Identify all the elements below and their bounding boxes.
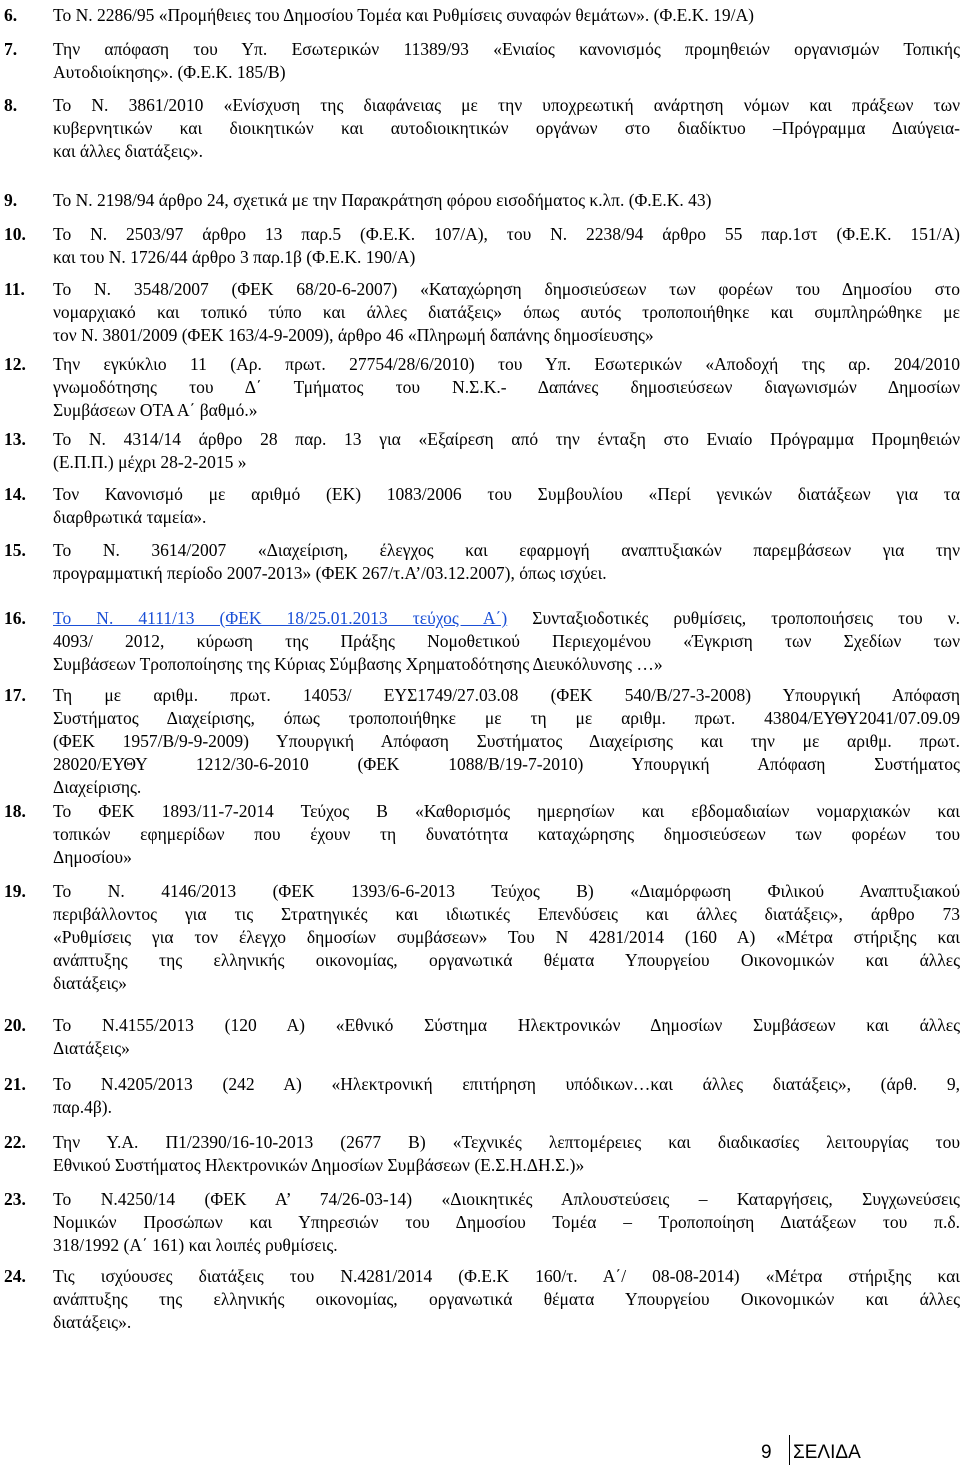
page-label: ΣΕΛΙΔΑ [793, 1442, 861, 1463]
item-text [53, 1131, 960, 1177]
item-text-line: Το ΦΕΚ 1893/11-7-2014 Τεύχος Β «Καθορισμός ημερησίων και εβδομαδιαίων νομαρχιακών και [53, 801, 960, 821]
item-text [53, 607, 960, 676]
item-text [53, 189, 960, 212]
item-text-line: «Ρυθμίσεις για τον έλεγχο δημοσίων συμβάσεων» Του Ν 4281/2014 (160 Α) «Μέτρα στήριξης και [53, 927, 960, 947]
item-text-line: Συστήματος Διαχείρισης, όπως τροποποιήθηκε με τη με αριθμ. πρωτ. 43804/ΕΥΘΥ2041/07.09.09 [53, 708, 960, 728]
item-text-line: και άλλες διατάξεις». [53, 141, 203, 161]
item-text [53, 1014, 960, 1060]
item-text-line: Την απόφαση του Υπ. Εσωτερικών 11389/93 «Ενιαίος κανονισμός προμηθειών οργανισμών Τοπικής [53, 39, 960, 59]
item-text [53, 353, 960, 422]
item-number: 15. [4, 540, 26, 560]
item-number: 13. [4, 429, 26, 449]
item-text-line: Το Ν. 4146/2013 (ΦΕΚ 1393/6-6-2013 Τεύχος Β) «Διαμόρφωση Φιλικού Αναπτυξιακού [53, 881, 960, 901]
item-number: 7. [4, 39, 18, 59]
item-text-line [53, 607, 960, 630]
item-text [53, 428, 960, 474]
item-text-line: Νομικών Προσώπων και Υπηρεσιών του Δημοσίου Τομέα – Τροποποίηση Διατάξεων του π.δ. [53, 1212, 960, 1232]
item-text-line: Το Ν. 2286/95 «Προμήθειες του Δημοσίου Τομέα και Ρυθμίσεις συναφών θεμάτων». (Φ.Ε.Κ. 19/Α) [53, 5, 754, 25]
item-text-line: παρ.4β). [53, 1097, 112, 1117]
item-text-line: 318/1992 (Α΄ 161) και λοιπές ρυθμίσεις. [53, 1235, 338, 1255]
item-text-line-rest: Συνταξιοδοτικές ρυθμίσεις, τροποποιήσεις του ν. [507, 608, 960, 628]
item-text-line: Συμβάσεων Τροποποίησης της Κύριας Σύμβασης Χρηματοδότησης Διευκόλυνσης …» [53, 654, 663, 674]
item-text-line: Εθνικού Συστήματος Ηλεκτρονικών Δημοσίων Συμβάσεων (Ε.Σ.Η.ΔΗ.Σ.)» [53, 1155, 585, 1175]
item-text-line: Το Ν. 4314/14 άρθρο 28 παρ. 13 για «Εξαίρεση από την ένταξη στο Ενιαίο Πρόγραμμα Προμηθειών [53, 429, 960, 449]
item-number: 24. [4, 1266, 26, 1286]
item-text-line: διαρθρωτικά ταμεία». [53, 507, 207, 527]
item-text-line: Διαχείρισης. [53, 777, 142, 797]
page-number: 9 [761, 1442, 772, 1463]
item-number: 21. [4, 1074, 26, 1094]
item-text-line: Το Ν.4250/14 (ΦΕΚ Α’ 74/26-03-14) «Διοικητικές Απλουστεύσεις – Καταργήσεις, Συγχωνεύσεις [53, 1189, 960, 1209]
footer-divider [789, 1435, 790, 1465]
item-text-line: Το Ν. 3548/2007 (ΦΕΚ 68/20-6-2007) «Καταχώρηση δημοσιεύσεων των φορέων του Δημοσίου στο [53, 279, 960, 299]
item-number: 8. [4, 95, 18, 115]
item-text-line: 4093/ 2012, κύρωση της Πράξης Νομοθετικού Περιεχομένου «Έγκριση των Σχεδίων των [53, 631, 960, 651]
item-text [53, 4, 960, 27]
item-text-line: Συμβάσεων ΟΤΑ Α΄ βαθμό.» [53, 400, 258, 420]
item-number: 22. [4, 1132, 26, 1152]
item-text-line: Τη με αριθμ. πρωτ. 14053/ ΕΥΣ1749/27.03.08 (ΦΕΚ 540/Β/27-3-2008) Υπουργική Απόφαση [53, 685, 960, 705]
item-number: 10. [4, 224, 26, 244]
item-text-line: Αυτοδιοίκησης». (Φ.Ε.Κ. 185/Β) [53, 62, 286, 82]
item-text [53, 684, 960, 799]
item-number: 12. [4, 354, 26, 374]
item-text [53, 880, 960, 995]
item-text-line: Το Ν. 3614/2007 «Διαχείριση, έλεγχος και εφαρμογή αναπτυξιακών παρεμβάσεων για την [53, 540, 960, 560]
item-text-line: γνωμοδότησης του Δ΄ Τμήματος του Ν.Σ.Κ.- Δαπάνες δημοσιεύσεων διαγωνισμών Δημοσίων [53, 377, 960, 397]
item-text-line: τον Ν. 3801/2009 (ΦΕΚ 163/4-9-2009), άρθρο 46 «Πληρωμή δαπάνης δημοσίευσης» [53, 325, 654, 345]
item-text [53, 483, 960, 529]
item-text [53, 539, 960, 585]
item-text-line: Τις ισχύουσες διατάξεις του Ν.4281/2014 (Φ.Ε.Κ 160/τ. Α΄/ 08-08-2014) «Μέτρα στήριξης και [53, 1266, 960, 1286]
item-text-line: Τον Κανονισμό με αριθμό (ΕΚ) 1083/2006 του Συμβουλίου «Περί γενικών διατάξεων για τα [53, 484, 960, 504]
law-link[interactable]: Το Ν. 4111/13 (ΦΕΚ 18/25.01.2013 τεύχος Α΄) [53, 608, 508, 628]
item-number: 16. [4, 608, 26, 628]
item-number: 6. [4, 5, 18, 25]
item-text [53, 1188, 960, 1257]
item-text-line: Δημοσίου» [53, 847, 132, 867]
item-text-line: Διατάξεις» [53, 1038, 130, 1058]
item-text-line: διατάξεις». [53, 1312, 132, 1332]
item-text-line: ανάπτυξης της ελληνικής οικονομίας, οργανωτικά θέματα Υπουργείου Οικονομικών και άλλες [53, 1289, 960, 1309]
item-text-line: περιβάλλοντος για τις Στρατηγικές και ιδιωτικές Επενδύσεις και άλλες διατάξεις», άρθρο 73 [53, 904, 960, 924]
item-text-line: νομαρχιακό και τοπικό τύπο και άλλες διατάξεις» όπως αυτός τροποποιήθηκε και συμπληρώθηκε με [53, 302, 960, 322]
item-text-line: και του Ν. 1726/44 άρθρο 3 παρ.1β (Φ.Ε.Κ. 190/Α) [53, 247, 416, 267]
item-number: 11. [4, 279, 25, 299]
item-text-line: Το Ν.4155/2013 (120 Α) «Εθνικό Σύστημα Ηλεκτρονικών Δημοσίων Συμβάσεων και άλλες [53, 1015, 960, 1035]
item-text [53, 278, 960, 347]
item-text [53, 800, 960, 869]
item-number: 20. [4, 1015, 26, 1035]
item-text-line: διατάξεις» [53, 973, 127, 993]
item-text-line: (Ε.Π.Π.) μέχρι 28-2-2015 » [53, 452, 247, 472]
item-text-line: Την Υ.Α. Π1/2390/16-10-2013 (2677 Β) «Τεχνικές λεπτομέρειες και διαδικασίες λειτουργίας του [53, 1132, 960, 1152]
item-text [53, 1265, 960, 1334]
item-text-line: Το Ν. 2503/97 άρθρο 13 παρ.5 (Φ.Ε.Κ. 107/Α), του Ν. 2238/94 άρθρο 55 παρ.1στ (Φ.Ε.Κ. 151/Α) [53, 224, 960, 244]
item-text-line: τοπικών εφημερίδων που έχουν τη δυνατότητα καταχώρησης δημοσιεύσεων των φορέων του [53, 824, 960, 844]
item-text-line: κυβερνητικών και διοικητικών και αυτοδιοικητικών οργάνων στο διαδίκτυο –Πρόγραμμα Διαύγεια- [53, 118, 960, 138]
item-number: 17. [4, 685, 26, 705]
item-number: 23. [4, 1189, 26, 1209]
item-text-line: ανάπτυξης της ελληνικής οικονομίας, οργανωτικά θέματα Υπουργείου Οικονομικών και άλλες [53, 950, 960, 970]
item-text-line: Το Ν. 3861/2010 «Ενίσχυση της διαφάνειας με την υποχρεωτική ανάρτηση νόμων και πράξεων των [53, 95, 960, 115]
item-text-line: 28020/ΕΥΘΥ 1212/30-6-2010 (ΦΕΚ 1088/Β/19-7-2010) Υπουργική Απόφαση Συστήματος [53, 754, 960, 774]
item-text [53, 1073, 960, 1119]
item-text-line: (ΦΕΚ 1957/Β/9-9-2009) Υπουργική Απόφαση Συστήματος Διαχείρισης και την με αριθμ. πρωτ. [53, 731, 960, 751]
item-number: 18. [4, 801, 26, 821]
item-number: 14. [4, 484, 26, 504]
item-text-line: Το Ν. 2198/94 άρθρο 24, σχετικά με την Παρακράτηση φόρου εισοδήματος κ.λπ. (Φ.Ε.Κ. 43) [53, 190, 712, 210]
item-text-line: Το Ν.4205/2013 (242 Α) «Ηλεκτρονική επιτήρηση υπόδικων…και άλλες διατάξεις», (άρθ. 9, [53, 1074, 960, 1094]
item-text [53, 38, 960, 84]
item-text [53, 94, 960, 163]
item-text-line: Την εγκύκλιο 11 (Αρ. πρωτ. 27754/28/6/2010) του Υπ. Εσωτερικών «Αποδοχή της αρ. 204/2010 [53, 354, 960, 374]
item-number: 19. [4, 881, 26, 901]
item-text [53, 223, 960, 269]
item-text-line: προγραμματική περίοδο 2007-2013» (ΦΕΚ 267/τ.Α’/03.12.2007), όπως ισχύει. [53, 563, 607, 583]
item-number: 9. [4, 190, 18, 210]
